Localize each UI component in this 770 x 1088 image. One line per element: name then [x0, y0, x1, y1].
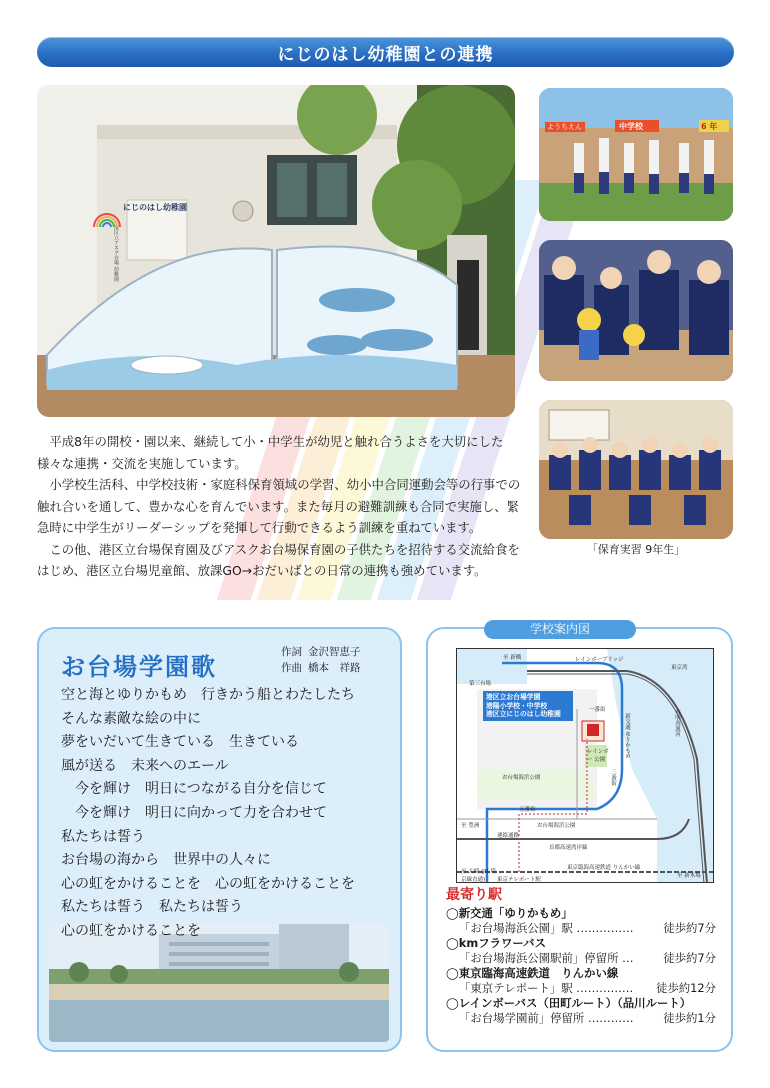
map-label-text: 東京臨海高速鉄道 りんかい線	[567, 865, 641, 871]
sports-day-photo	[539, 88, 733, 221]
kindergarten-gate-photo	[37, 85, 515, 417]
school-location-box	[483, 691, 573, 721]
lyric-line: 心の虹をかけることを	[61, 922, 201, 939]
walk-time: 徒歩約7分	[663, 921, 716, 935]
school-map	[456, 648, 714, 883]
composer-credit	[281, 661, 361, 677]
map-label-text: 至 新木場	[677, 873, 701, 879]
credit-name: 金沢智恵子	[308, 646, 361, 658]
map-label-text: 五番街	[519, 807, 536, 813]
intro-text	[37, 431, 521, 582]
credit-name: 橋本 祥路	[308, 661, 361, 674]
map-label: 学校案内図	[484, 620, 636, 639]
childcare-practice-photo	[539, 400, 733, 539]
map-label-text: お台場海浜公園	[537, 823, 576, 829]
song-lyrics	[61, 684, 391, 944]
photo-caption: 「保育実習 9年生」	[586, 543, 686, 556]
nearest-stations	[446, 888, 716, 1026]
walk-time: 徒歩約12分	[655, 981, 716, 995]
map-label-text: 一番街	[589, 707, 606, 713]
gate-sign-text: にじのはし幼稚園	[123, 203, 187, 212]
map-label-text: 新交通 ゆりかもめ	[624, 713, 630, 759]
station-item	[446, 936, 716, 966]
map-school-name: 港陽小学校・中学校	[486, 701, 548, 710]
song-credits	[281, 645, 361, 676]
credit-role: 作詞	[281, 646, 302, 658]
lyric-line: 夢をいだいて生きている 生きている	[61, 734, 299, 751]
station-stop: 「お台場海浜公園」駅 ……………	[459, 921, 634, 935]
lyric-line: 私たちは誓う	[61, 828, 145, 845]
map-school-name: 港区立お台場学園	[486, 693, 541, 701]
bullet-icon: ◯	[446, 906, 459, 920]
students-with-children-photo	[539, 240, 733, 381]
map-label-text: 首都高速湾岸線	[549, 845, 588, 851]
map-label-text: 東京湾	[671, 665, 688, 671]
station-name: レインボーバス（田町ルート）（品川ルート）	[458, 996, 692, 1010]
map-label-text: レインボーブリッジ	[575, 657, 624, 663]
station-item	[446, 996, 716, 1026]
station-stop: 「お台場学園前」停留所 …………	[459, 1011, 634, 1025]
map-label-text: 三番街	[610, 769, 616, 786]
station-item	[446, 906, 716, 936]
map-label-text: 第三台場	[469, 681, 492, 687]
song-title: お台場学園歌	[61, 653, 217, 681]
lyric-line: そんな素敵な絵の中に	[61, 710, 201, 727]
credit-role: 作曲	[281, 661, 302, 674]
bullet-icon: ◯	[446, 966, 459, 980]
banner-sixth-grade: 6 年	[701, 122, 718, 131]
intro-paragraph: この他、港区立台場保育園及びアスクお台場保育園の子供たちを招待する交流給食をはじめ、港区立台場児童館、放課GO→おだいばとの日常の連携も強めています。	[37, 541, 520, 578]
station-stop: 「お台場海浜公園駅前」停留所 …	[459, 951, 634, 965]
intro-paragraph: 平成8年の開校・園以来、継続して小・中学生が幼児と触れ合うよさを大切にした様々な連携・交流を実施しています。	[37, 434, 504, 471]
lyric-line: 空と海とゆりかもめ 行きかう船とわたしたち	[61, 687, 355, 703]
map-school-name: 港区立にじのはし幼稚園	[486, 710, 561, 719]
banner-junior-high: 中学校	[619, 122, 643, 131]
station-name: kmフラワーバス	[458, 936, 546, 950]
map-label-text: 至 豊洲	[461, 823, 480, 829]
bullet-icon: ◯	[446, 996, 459, 1010]
lyric-line: 今を輝け 明日に向かって力を合わせて	[75, 804, 327, 821]
section-banner	[37, 37, 734, 67]
walk-time: 徒歩約1分	[663, 1011, 716, 1025]
map-label-text: 連絡通路	[497, 833, 520, 839]
lyric-line: 心の虹をかけることを 心の虹をかけることを	[61, 875, 355, 892]
lyric-line: 風が送る 未来へのエール	[61, 757, 229, 774]
map-label-text: レインボー 公園	[587, 749, 609, 763]
map-label-text: 至 新橋	[503, 655, 522, 661]
map-label-text: 有明西運河	[674, 709, 680, 737]
lyric-line: お台場の海から 世界中の人々に	[61, 852, 271, 869]
bullet-icon: ◯	[446, 936, 459, 950]
map-label-text: 至 大崎 (JR 埼京線直通)	[461, 869, 496, 883]
banner-kindergarten: ようちえん	[547, 123, 582, 131]
lyric-line: 私たちは誓う 私たちは誓う	[61, 899, 243, 916]
rainbow-logo-icon	[92, 209, 122, 229]
stations-title: 最寄り駅	[446, 887, 502, 903]
station-item	[446, 966, 716, 996]
lyricist-credit	[281, 645, 361, 661]
gate-plaque-text: 港区立アスク台場 幼稚園	[113, 225, 119, 282]
banner-title: にじのはし幼稚園との連携	[277, 44, 494, 65]
station-name: 東京臨海高速鉄道 りんかい線	[458, 966, 619, 980]
intro-paragraph: 小学校生活科、中学校技術・家庭科保育領域の学習、幼小中合同運動会等の行事での触れ合いを通して、豊かな心を育んでいます。また毎月の避難訓練も合同で実施し、緊急時に中学生がリーダーシップを発揮して行動できるよう訓練を重ねています。	[37, 477, 521, 535]
station-stop: 「東京テレポート」駅 ……………	[459, 981, 634, 995]
map-label-text: 東京テレポート駅	[497, 877, 541, 883]
school-song-panel	[37, 627, 402, 1052]
station-name: 新交通「ゆりかもめ」	[458, 906, 573, 920]
map-label-text: お台場海浜公園	[502, 775, 541, 781]
lyric-line: 今を輝け 明日につながる自分を信じて	[75, 781, 327, 798]
walk-time: 徒歩約7分	[663, 951, 716, 965]
